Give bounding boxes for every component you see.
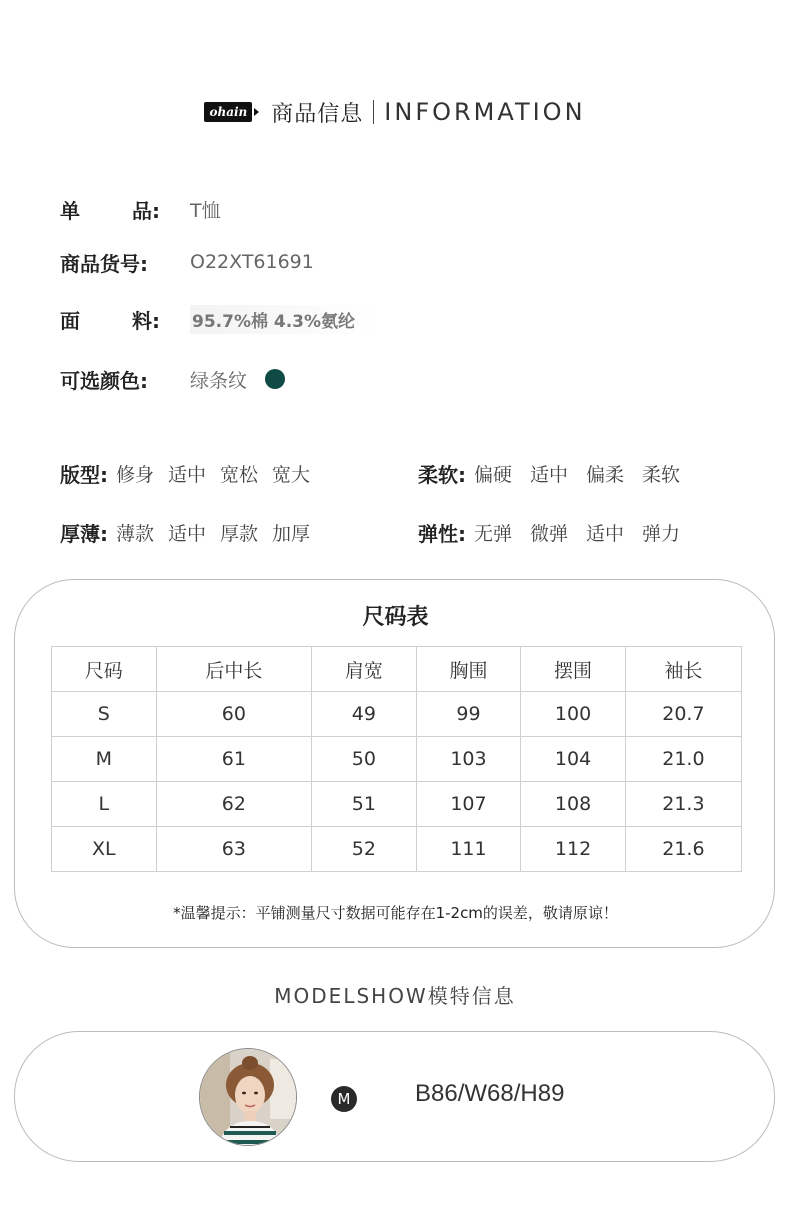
- table-cell: 111: [416, 827, 521, 872]
- header-title-cn: 商品信息: [271, 101, 364, 127]
- attr-thickness-option: 厚款: [220, 522, 259, 545]
- model-section-title: MODELSHOW模特信息: [274, 984, 516, 1008]
- info-label-color: 可选颜色:: [60, 368, 148, 393]
- attr-softness-option: 偏硬: [474, 463, 513, 486]
- info-label-item: 单 品:: [60, 198, 160, 223]
- size-table: [51, 646, 742, 872]
- size-table-header: 摆围: [521, 647, 626, 692]
- table-cell: 61: [156, 737, 312, 782]
- table-cell: 62: [156, 782, 312, 827]
- attr-elasticity-option: 适中: [586, 522, 625, 545]
- table-cell: 108: [521, 782, 626, 827]
- color-swatch[interactable]: [265, 369, 285, 389]
- table-cell: S: [52, 692, 157, 737]
- info-value-fabric: 95.7%棉 4.3%氨纶: [190, 305, 379, 334]
- table-cell: 99: [416, 692, 521, 737]
- attr-thickness: [60, 517, 324, 547]
- table-cell: 100: [521, 692, 626, 737]
- table-cell: 112: [521, 827, 626, 872]
- model-measurements: B86/W68/H89: [415, 1080, 565, 1107]
- attr-elasticity-option: 无弹: [474, 522, 513, 545]
- attr-elasticity-label: 弹性:: [418, 521, 466, 546]
- table-cell: 107: [416, 782, 521, 827]
- size-table-header: 肩宽: [312, 647, 417, 692]
- attr-softness-label: 柔软:: [418, 462, 466, 487]
- table-cell: 21.3: [625, 782, 741, 827]
- table-cell: 49: [312, 692, 417, 737]
- attr-fit-option: 宽松: [220, 463, 259, 486]
- attr-fit-option: 宽大: [272, 463, 311, 486]
- table-cell: 60: [156, 692, 312, 737]
- attr-thickness-option: 薄款: [116, 522, 155, 545]
- header-title-en: INFORMATION: [384, 98, 586, 126]
- info-label-fabric: 面 料:: [60, 308, 160, 333]
- attr-fit-option: 修身: [116, 463, 155, 486]
- info-row-sku: [60, 247, 314, 277]
- model-info-card: [14, 1031, 775, 1162]
- info-row-color: [60, 364, 285, 394]
- model-avatar: [199, 1048, 297, 1146]
- table-cell: 103: [416, 737, 521, 782]
- table-cell: 104: [521, 737, 626, 782]
- attr-fit-option-selected: 适中: [168, 460, 206, 487]
- table-cell: XL: [52, 827, 157, 872]
- attr-fit: [60, 458, 324, 488]
- info-value-item: T恤: [190, 199, 221, 222]
- table-row: [52, 827, 742, 872]
- table-cell: 20.7: [625, 692, 741, 737]
- attr-softness-option-selected: 适中: [530, 460, 568, 487]
- attr-thickness-label: 厚薄:: [60, 521, 108, 546]
- table-cell: 52: [312, 827, 417, 872]
- attr-fit-label: 版型:: [60, 462, 108, 487]
- attr-thickness-option: 加厚: [272, 522, 311, 545]
- section-header: [0, 92, 790, 132]
- size-table-header: 胸围: [416, 647, 521, 692]
- info-row-fabric: [60, 304, 379, 334]
- info-row-item: [60, 194, 221, 224]
- info-label-sku: 商品货号:: [60, 251, 148, 276]
- size-chart-note: *温馨提示：平铺测量尺寸数据可能存在1-2cm的误差，敬请原谅！: [173, 904, 618, 922]
- table-cell: M: [52, 737, 157, 782]
- size-table-header: 尺码: [52, 647, 157, 692]
- attr-softness-option: 偏柔: [586, 463, 625, 486]
- header-divider: [373, 100, 374, 124]
- table-cell: L: [52, 782, 157, 827]
- table-cell: 63: [156, 827, 312, 872]
- size-chart-card: [14, 579, 775, 948]
- model-size-badge: M: [331, 1086, 357, 1112]
- size-table-header-row: [52, 647, 742, 692]
- table-row: [52, 692, 742, 737]
- size-chart-title: 尺码表: [362, 605, 429, 630]
- table-cell: 51: [312, 782, 417, 827]
- logo-text: ohain: [204, 102, 252, 122]
- size-table-header: 后中长: [156, 647, 312, 692]
- brand-logo: [204, 102, 259, 122]
- attr-elasticity-option: 弹力: [642, 522, 681, 545]
- info-value-sku: O22XT61691: [190, 251, 314, 273]
- attr-thickness-option-selected: 适中: [168, 519, 206, 546]
- size-table-header: 袖长: [625, 647, 741, 692]
- model-photo-icon: [200, 1049, 297, 1146]
- table-cell: 21.0: [625, 737, 741, 782]
- info-value-color: 绿条纹: [190, 369, 248, 392]
- logo-arrow-icon: [254, 108, 259, 116]
- attr-elasticity-option-selected: 微弹: [530, 519, 568, 546]
- table-row: [52, 782, 742, 827]
- table-row: [52, 737, 742, 782]
- table-cell: 50: [312, 737, 417, 782]
- attr-softness-option: 柔软: [642, 463, 681, 486]
- attr-elasticity: [418, 517, 694, 547]
- table-cell: 21.6: [625, 827, 741, 872]
- attr-softness: [418, 458, 694, 488]
